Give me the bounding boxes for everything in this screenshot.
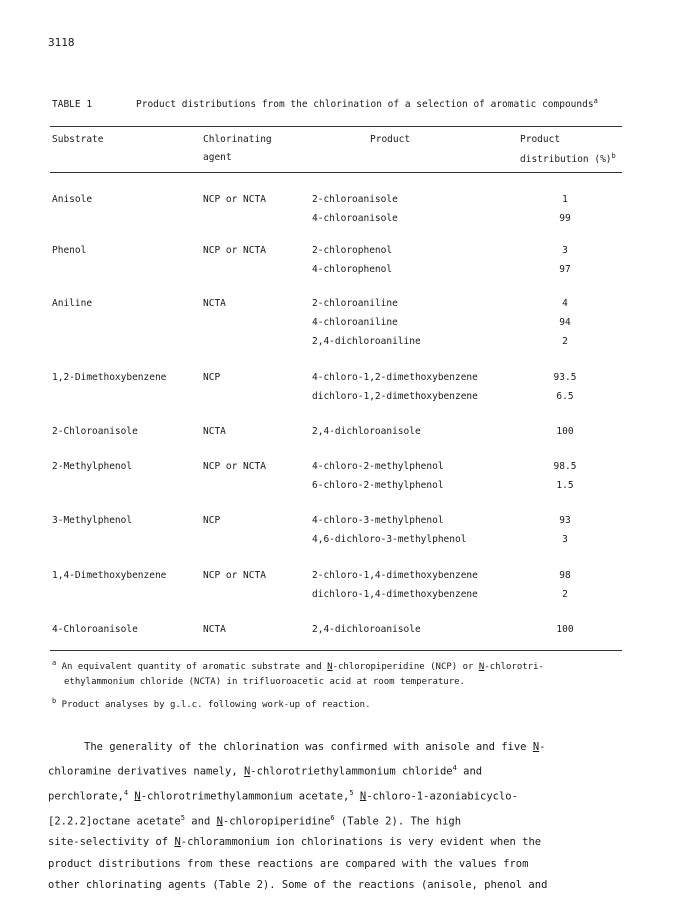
row-distribution-value: 4: [562, 298, 568, 309]
row-distribution-value: 93: [559, 515, 571, 526]
row-distribution-value: 97: [559, 264, 571, 275]
table-caption: [52, 97, 598, 110]
row-substrate: 3-Methylphenol: [52, 515, 133, 526]
row-substrate: 2-Methylphenol: [52, 461, 133, 472]
row-substrate: 1,2-Dimethoxybenzene: [52, 372, 167, 383]
row-substrate: 1,4-Dimethoxybenzene: [52, 570, 167, 581]
row-product: 4,6-dichloro-3-methylphenol: [312, 534, 467, 545]
row-substrate: 4-Chloroanisole: [52, 624, 138, 635]
body-paragraph: The generality of the chlorination was confirmed with anisole and five N- chloramine derivatives namely, N-chlorotriethylammonium chloride$^4$ and perchlorate,$^4$ N-chlorotrimethylammonium acetate,$^5$ N-chloro-1-azoniabicyclo- [2.2.2]octane acetate$^5$ and N-chloropiperidine$^6$ (Table 2). The high site-selectivity of N-chlorammonium ion chlorinations is very evident when the product distributions from these reactions are compared with the values from other chlorinating agents (Table 2). Some of the reactions (anisole, phenol and: [48, 741, 548, 891]
row-distribution-value: 100: [556, 624, 574, 635]
row-substrate: Aniline: [52, 298, 93, 309]
row-product: 4-chlorophenol: [312, 264, 393, 275]
row-distribution-value: 1.5: [556, 480, 574, 491]
table-label: TABLE 1: [52, 99, 93, 111]
row-product: 2,4-dichloroaniline: [312, 336, 421, 347]
row-agent: NCP or NCTA: [203, 194, 266, 205]
header-distribution-line1: Product: [520, 134, 561, 145]
header-substrate: Substrate: [52, 134, 104, 145]
row-product: 4-chloroaniline: [312, 317, 398, 328]
row-agent: NCP or NCTA: [203, 570, 266, 581]
table-header-rule: [50, 172, 622, 173]
row-agent: NCTA: [203, 624, 226, 635]
row-distribution-value: 2: [562, 336, 568, 347]
footnote-a: $^a$ An equivalent quantity of aromatic substrate and N-chloropiperidine (NCP) or N-chlorotri-: [52, 659, 544, 672]
row-distribution-value: 98.5: [553, 461, 577, 472]
row-substrate: Anisole: [52, 194, 93, 205]
row-product: 4-chloro-1,2-dimethoxybenzene: [312, 372, 478, 383]
table-bottom-rule: [50, 650, 622, 651]
row-product: 2-chlorophenol: [312, 245, 393, 256]
row-agent: NCP: [203, 515, 221, 526]
row-product: 4-chloroanisole: [312, 213, 398, 224]
footnote-a-continued: ethylammonium chloride (NCTA) in trifluoroacetic acid at room temperature.: [64, 677, 465, 687]
row-distribution-value: 100: [556, 426, 574, 437]
row-distribution-value: 3: [562, 245, 568, 256]
header-agent-line1: Chlorinating: [203, 134, 272, 145]
row-product: 4-chloro-2-methylphenol: [312, 461, 444, 472]
footnote-b: $^b$ Product analyses by g.l.c. following work-up of reaction.: [52, 697, 371, 710]
row-distribution-value: 99: [559, 213, 571, 224]
row-product: 4-chloro-3-methylphenol: [312, 515, 444, 526]
row-distribution-value: 98: [559, 570, 571, 581]
row-distribution-value: 2: [562, 589, 568, 600]
row-substrate: Phenol: [52, 245, 87, 256]
row-product: 2-chloroanisole: [312, 194, 398, 205]
row-product: 6-chloro-2-methylphenol: [312, 480, 444, 491]
row-product: 2-chloro-1,4-dimethoxybenzene: [312, 570, 478, 581]
row-agent: NCTA: [203, 298, 226, 309]
header-distribution-line2: distribution (%)$^b$: [520, 152, 616, 166]
caption-footnote-mark: a: [593, 97, 598, 105]
row-agent: NCP or NCTA: [203, 245, 266, 256]
row-agent: NCTA: [203, 426, 226, 437]
row-product: dichloro-1,2-dimethoxybenzene: [312, 391, 478, 402]
row-agent: NCP or NCTA: [203, 461, 266, 472]
row-product: 2-chloroaniline: [312, 298, 398, 309]
row-distribution-value: 93.5: [553, 372, 577, 383]
row-product: 2,4-dichloroanisole: [312, 624, 421, 635]
row-agent: NCP: [203, 372, 221, 383]
header-product: Product: [370, 134, 411, 145]
row-product: dichloro-1,4-dimethoxybenzene: [312, 589, 478, 600]
row-substrate: 2-Chloroanisole: [52, 426, 138, 437]
row-product: 2,4-dichloroanisole: [312, 426, 421, 437]
table-top-rule: [50, 126, 622, 127]
row-distribution-value: 94: [559, 317, 571, 328]
row-distribution-value: 6.5: [556, 391, 574, 402]
page-number: 3118: [48, 36, 75, 49]
row-distribution-value: 1: [562, 194, 568, 205]
row-distribution-value: 3: [562, 534, 568, 545]
header-agent-line2: agent: [203, 152, 232, 163]
table-title: Product distributions from the chlorination of a selection of aromatic compounds: [136, 99, 594, 111]
